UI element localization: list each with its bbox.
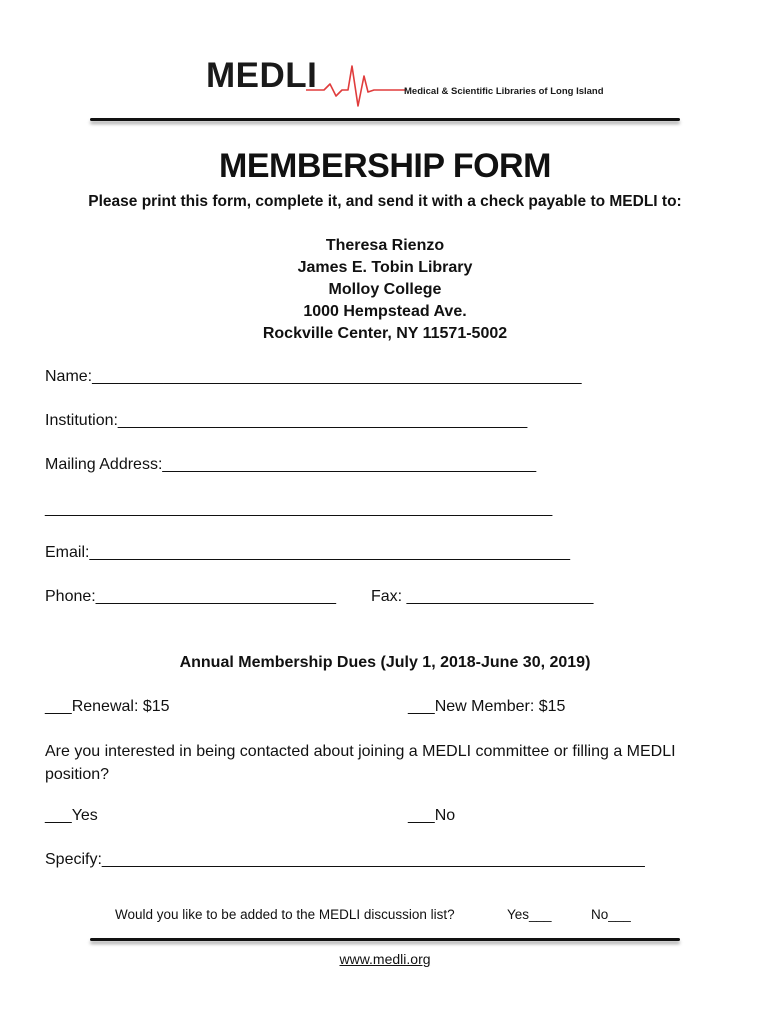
phone-field[interactable]: Phone:___________________________ bbox=[45, 588, 336, 605]
logo-subtitle: Medical & Scientific Libraries of Long Island bbox=[404, 86, 604, 97]
address-line: Molloy College bbox=[328, 281, 442, 298]
discussion-no-option[interactable]: No___ bbox=[591, 907, 631, 922]
dues-heading: Annual Membership Dues (July 1, 2018-June 30, 2019) bbox=[179, 654, 591, 671]
institution-field[interactable]: Institution:______________________________________________ bbox=[45, 412, 528, 429]
header-divider bbox=[90, 118, 680, 121]
address-line: Rockville Center, NY 11571-5002 bbox=[262, 325, 508, 342]
mailing-address-field[interactable]: Mailing Address:__________________________________________ bbox=[45, 456, 537, 473]
website-link[interactable]: www.medli.org bbox=[339, 951, 431, 967]
discussion-list-question: Would you like to be added to the MEDLI discussion list? bbox=[115, 907, 455, 922]
mailing-address-line2-field[interactable]: _________________________________________________________ bbox=[45, 500, 553, 517]
specify-field[interactable]: Specify:_____________________________________________________________ bbox=[45, 851, 645, 868]
address-line: 1000 Hempstead Ave. bbox=[303, 303, 467, 320]
logo-text: MEDLI bbox=[206, 56, 318, 95]
fax-field[interactable]: Fax: _____________________ bbox=[371, 588, 594, 605]
new-member-option[interactable]: ___New Member: $15 bbox=[408, 698, 566, 715]
page-title: MEMBERSHIP FORM bbox=[219, 147, 551, 185]
committee-no-option[interactable]: ___No bbox=[408, 807, 456, 824]
address-line: James E. Tobin Library bbox=[297, 259, 473, 276]
email-field[interactable]: Email:______________________________________________________ bbox=[45, 544, 570, 561]
heartbeat-logo-icon bbox=[306, 54, 406, 110]
name-field[interactable]: Name:_______________________________________________________ bbox=[45, 368, 582, 385]
committee-question: Are you interested in being contacted about joining a MEDLI committee or filling a MEDLI position? bbox=[45, 743, 676, 783]
instruction-text: Please print this form, complete it, and send it with a check payable to MEDLI to: bbox=[88, 193, 682, 210]
committee-yes-option[interactable]: ___Yes bbox=[45, 807, 98, 824]
renewal-option[interactable]: ___Renewal: $15 bbox=[45, 698, 170, 715]
address-line: Theresa Rienzo bbox=[325, 237, 445, 254]
footer-divider bbox=[90, 938, 680, 941]
mailing-address-block bbox=[0, 235, 770, 345]
discussion-yes-option[interactable]: Yes___ bbox=[507, 907, 552, 922]
